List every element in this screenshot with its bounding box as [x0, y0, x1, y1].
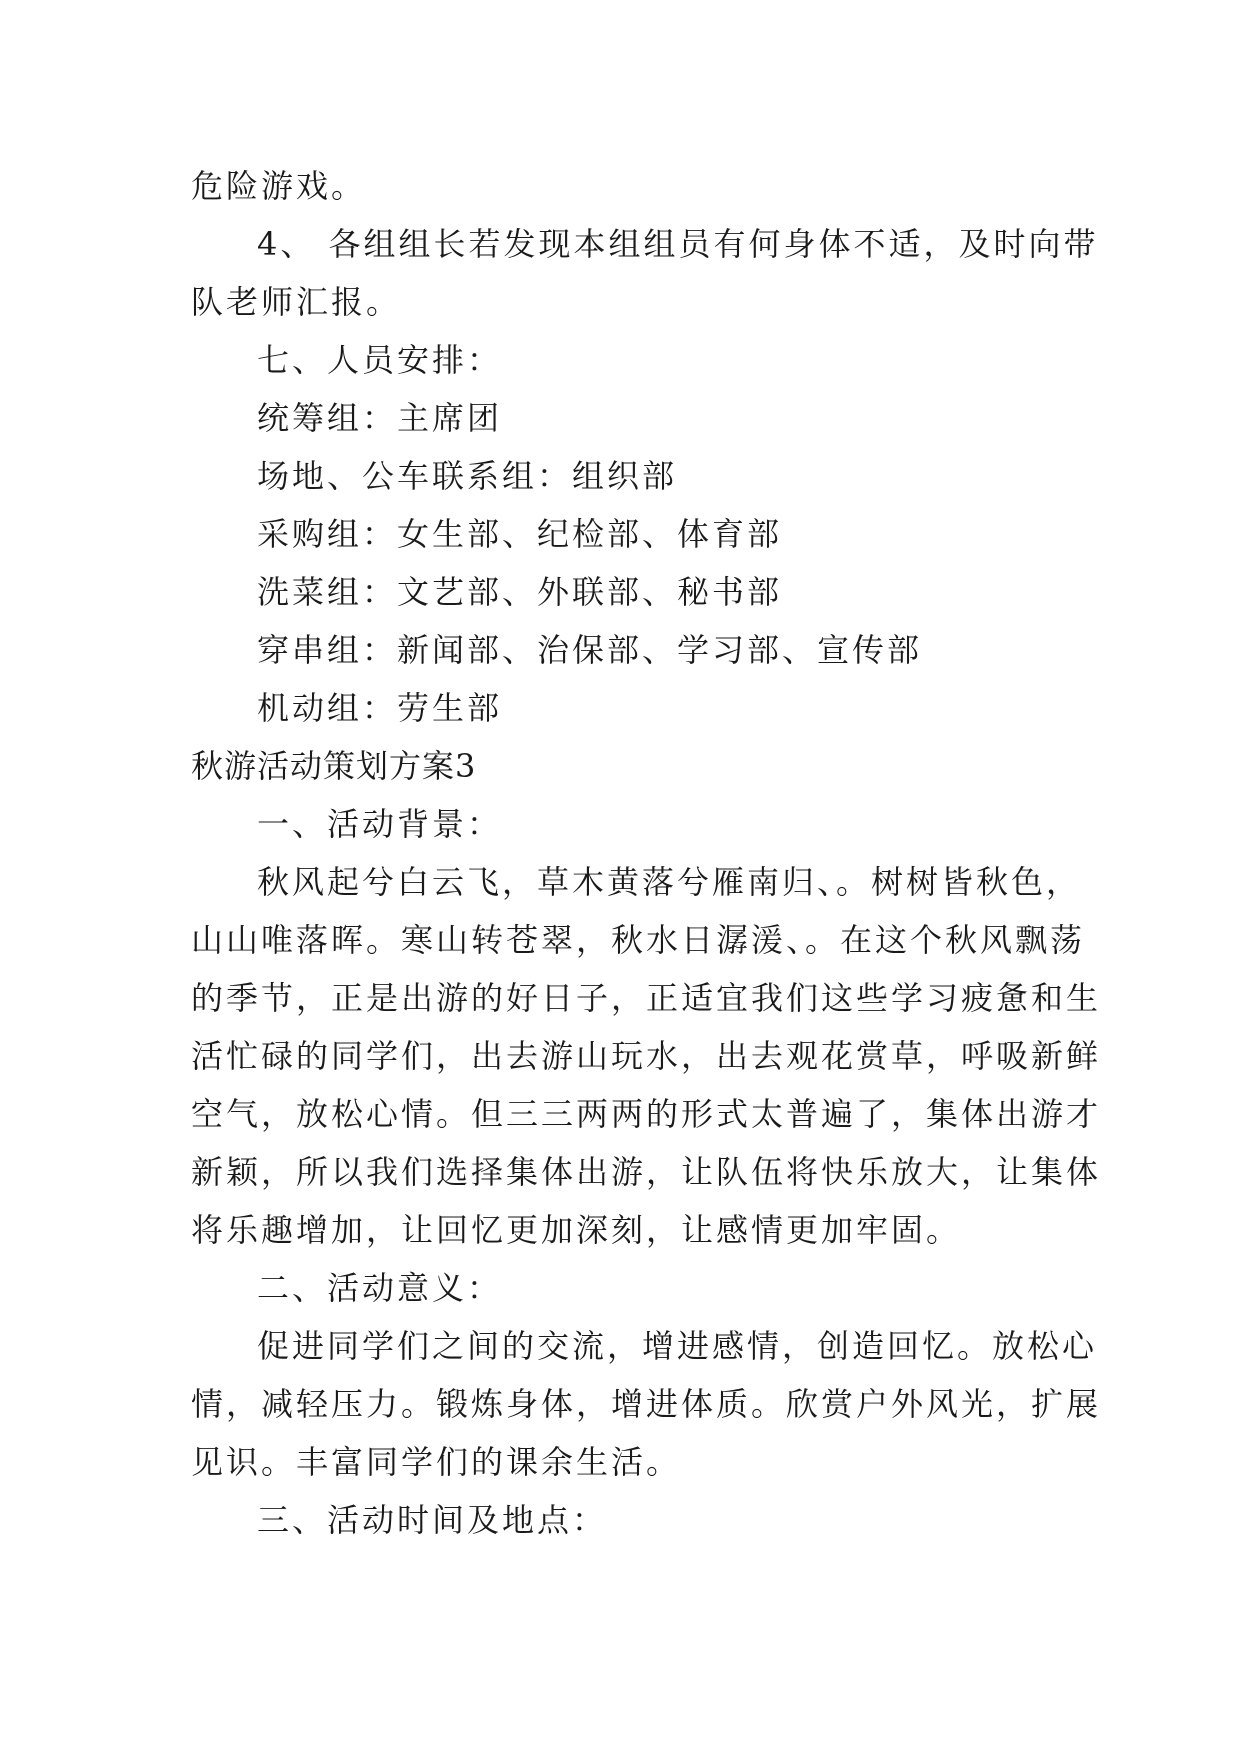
- text-line: 见识。丰富同学们的课余生活。: [191, 1443, 682, 1481]
- text-line: 山山唯落晖。寒山转苍翠，秋水日潺湲、。在这个秋风飘荡: [191, 921, 1086, 959]
- text-line: 穿串组：新闻部、治保部、学习部、宣传部: [257, 631, 923, 669]
- text-line: 新颖，所以我们选择集体出游，让队伍将快乐放大，让集体: [191, 1153, 1102, 1191]
- document-title: 秋游活动策划方案3: [191, 747, 477, 785]
- text-line: 秋风起兮白云飞，草木黄落兮雁南归、。树树皆秋色，: [257, 863, 1082, 901]
- text-line: 统筹组：主席团: [257, 399, 503, 437]
- section-heading: 七、人员安排：: [257, 341, 503, 379]
- section-heading: 三、活动时间及地点：: [257, 1501, 608, 1539]
- text-line: 的季节，正是出游的好日子，正适宜我们这些学习疲惫和生: [191, 979, 1102, 1017]
- text-line: 危险游戏。: [191, 167, 367, 205]
- section-heading: 一、活动背景：: [257, 805, 503, 843]
- text-line: 活忙碌的同学们，出去游山玩水，出去观花赏草，呼吸新鲜: [191, 1037, 1102, 1075]
- text-line: 队老师汇报。: [191, 283, 402, 321]
- text-line: 促进同学们之间的交流，增进感情，创造回忆。放松心: [257, 1327, 1098, 1365]
- text-line: 洗菜组：文艺部、外联部、秘书部: [257, 573, 783, 611]
- text-line: 情，减轻压力。锻炼身体，增进体质。欣赏户外风光，扩展: [191, 1385, 1102, 1423]
- section-heading: 二、活动意义：: [257, 1269, 503, 1307]
- text-line: 采购组：女生部、纪检部、体育部: [257, 515, 783, 553]
- text-line: 场地、公车联系组：组织部: [257, 457, 678, 495]
- text-line: 空气，放松心情。但三三两两的形式太普遍了，集体出游才: [191, 1095, 1102, 1133]
- text-line: 4、 各组组长若发现本组组员有何身体不适，及时向带: [257, 225, 1099, 263]
- text-line: 机动组：劳生部: [257, 689, 503, 727]
- text-line: 将乐趣增加，让回忆更加深刻，让感情更加牢固。: [191, 1211, 962, 1249]
